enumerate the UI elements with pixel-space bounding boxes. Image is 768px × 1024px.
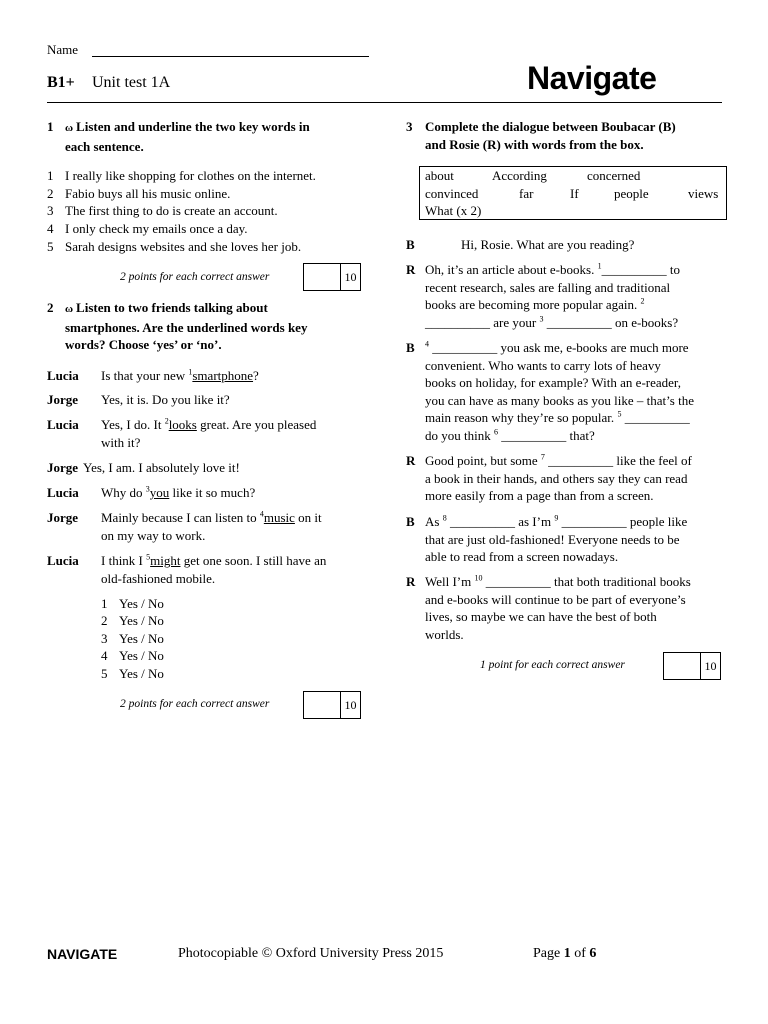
- answer-blank: __________: [601, 262, 667, 277]
- dialogue-speaker: B: [406, 514, 415, 529]
- audio-icon: ω: [65, 303, 74, 315]
- footer-copyright: Photocopiable © Oxford University Press 2015: [178, 946, 444, 961]
- header-rule: [47, 102, 722, 103]
- yes-no-choice[interactable]: 3 Yes / No: [101, 631, 164, 646]
- q1-max-score: 10: [344, 270, 357, 284]
- q2-instruction-line-3: words? Choose ‘yes’ or ‘no’.: [65, 337, 222, 352]
- q2-instruction-line-1: Listen to two friends talking about: [76, 300, 268, 315]
- q1-item: 1 I really like shopping for clothes on the internet.: [47, 168, 316, 183]
- dialogue-line: Oh, it’s an article about e-books. $^1$__________ to recent research, sales are falling and traditional books are becoming more popular again. $^2$ __________ are your $^3$ __________ on e-books?: [425, 261, 680, 330]
- underlined-word: you: [149, 485, 170, 500]
- dialogue-speaker: Lucia: [47, 485, 79, 500]
- dialogue-line: Yes, I am. I absolutely love it!: [83, 460, 240, 475]
- dialogue-speaker: Lucia: [47, 368, 79, 383]
- word-box-item: views: [688, 186, 719, 201]
- underlined-word: music: [263, 510, 295, 525]
- answer-blank: __________: [624, 410, 690, 425]
- dialogue-speaker: B: [406, 340, 415, 355]
- word-box-item: If: [570, 186, 579, 201]
- footer-brand: NAVIGATE: [47, 946, 118, 962]
- dialogue-line: Good point, but some $^7$ __________ like the feel of a book in their hands, and others say they can read more easily from a page than from a screen.: [425, 452, 692, 503]
- q1-instruction-line-2: each sentence.: [65, 138, 144, 154]
- dialogue-line: Yes, it is. Do you like it?: [101, 392, 230, 407]
- yes-no-choice[interactable]: 5 Yes / No: [101, 666, 164, 681]
- q3-score-box[interactable]: [663, 652, 721, 680]
- dialogue-line: Why do $^3$you like it so much?: [101, 484, 256, 500]
- yes-no-choice[interactable]: 1 Yes / No: [101, 596, 164, 611]
- q2-instruction: [65, 299, 307, 354]
- q3-instruction-line-1: Complete the dialogue between Boubacar (B): [425, 119, 676, 134]
- word-box-item: convinced: [425, 186, 479, 201]
- word-box: [419, 166, 727, 220]
- yes-no-choice[interactable]: 2 Yes / No: [101, 613, 164, 628]
- q1-number: 1: [47, 119, 54, 134]
- dialogue-speaker: Lucia: [47, 553, 79, 568]
- q2-number: 2: [47, 300, 54, 315]
- q1-instruction-line-1: Listen and underline the two key words in: [76, 119, 310, 134]
- dialogue-speaker: Jorge: [47, 392, 79, 407]
- dialogue-line: Mainly because I can listen to $^4$music on it on my way to work.: [101, 509, 322, 543]
- dialogue-line: Hi, Rosie. What are you reading?: [461, 237, 635, 252]
- q3-points-note: 1 point for each correct answer: [480, 659, 625, 671]
- q2-points-note: 2 points for each correct answer: [120, 698, 270, 710]
- dialogue-line: $^4$ __________ you ask me, e-books are much more convenient. Who wants to carry lots of heavy books on holiday, for example? With an e-reader, you can have as many books as you like – that’s the main reason why they’re so popular. $^5$ __________ do you think $^6$ __________ that?: [425, 339, 694, 443]
- underlined-word: smartphone: [192, 368, 254, 383]
- dialogue-line: Is that your new $^1$smartphone?: [101, 367, 259, 383]
- q3-number: 3: [406, 119, 413, 134]
- brand-logo: Navigate: [527, 60, 657, 96]
- test-title: Unit test 1A: [92, 74, 171, 91]
- q1-points-note: 2 points for each correct answer: [120, 271, 270, 283]
- q1-item: 2 Fabio buys all his music online.: [47, 186, 231, 201]
- answer-blank: __________: [449, 514, 515, 529]
- dialogue-line: As $^8$ __________ as I’m $^9$ __________ people like that are just old-fashioned! Everyone needs to be able to read from a screen nowadays.: [425, 513, 688, 564]
- q3-instruction: [425, 118, 676, 153]
- dialogue-speaker: Jorge: [47, 460, 79, 475]
- answer-blank: __________: [501, 427, 567, 443]
- word-box-item: about: [425, 168, 454, 183]
- q1-item: 3 The first thing to do is create an account.: [47, 203, 278, 218]
- name-field-line[interactable]: [92, 56, 369, 57]
- dialogue-line: I think I $^5$might get one soon. I still have an old-fashioned mobile.: [101, 552, 327, 586]
- level-badge: B1+: [47, 74, 75, 91]
- word-box-item: people: [614, 186, 649, 201]
- dialogue-speaker: R: [406, 262, 416, 277]
- dialogue-speaker: R: [406, 453, 416, 468]
- answer-blank: __________: [485, 574, 551, 589]
- answer-blank: __________: [548, 453, 614, 468]
- dialogue-speaker: B: [406, 237, 415, 252]
- yes-no-choice[interactable]: 4 Yes / No: [101, 648, 164, 663]
- answer-blank: __________: [546, 314, 612, 330]
- word-box-item: What (x 2): [425, 203, 482, 218]
- q1-item: 4 I only check my emails once a day.: [47, 221, 248, 236]
- underlined-word: might: [150, 553, 181, 568]
- audio-icon: ω: [65, 122, 74, 134]
- q1-item: 5 Sarah designs websites and she loves her job.: [47, 239, 302, 254]
- q2-instruction-line-2: smartphones. Are the underlined words key: [65, 319, 308, 335]
- page-indicator: Page 1 of 6: [533, 946, 597, 961]
- dialogue-speaker: Jorge: [47, 510, 79, 525]
- q2-score-box[interactable]: [303, 691, 361, 719]
- dialogue-speaker: Lucia: [47, 417, 79, 432]
- q3-max-score: 10: [704, 659, 717, 673]
- word-box-item: According: [492, 168, 547, 183]
- answer-blank: __________: [561, 514, 627, 529]
- dialogue-line: Yes, I do. It $^2$looks great. Are you pleased with it?: [101, 416, 317, 450]
- answer-blank: __________: [432, 340, 498, 355]
- dialogue-line: Well I’m $^{10}$ __________ that both traditional books and e-books will continue to be part of everyone’s lives, so maybe we can have the best of both worlds.: [425, 573, 691, 642]
- q3-instruction-line-2: and Rosie (R) with words from the box.: [425, 136, 644, 152]
- dialogue-speaker: R: [406, 574, 416, 589]
- word-box-item: far: [519, 186, 534, 201]
- answer-blank: __________: [425, 314, 490, 330]
- word-box-item: concerned: [587, 168, 641, 183]
- q1-instruction: [65, 118, 310, 155]
- q2-max-score: 10: [344, 698, 357, 712]
- underlined-word: looks: [168, 417, 197, 432]
- q1-score-box[interactable]: [303, 263, 361, 291]
- name-label: Name: [47, 42, 79, 57]
